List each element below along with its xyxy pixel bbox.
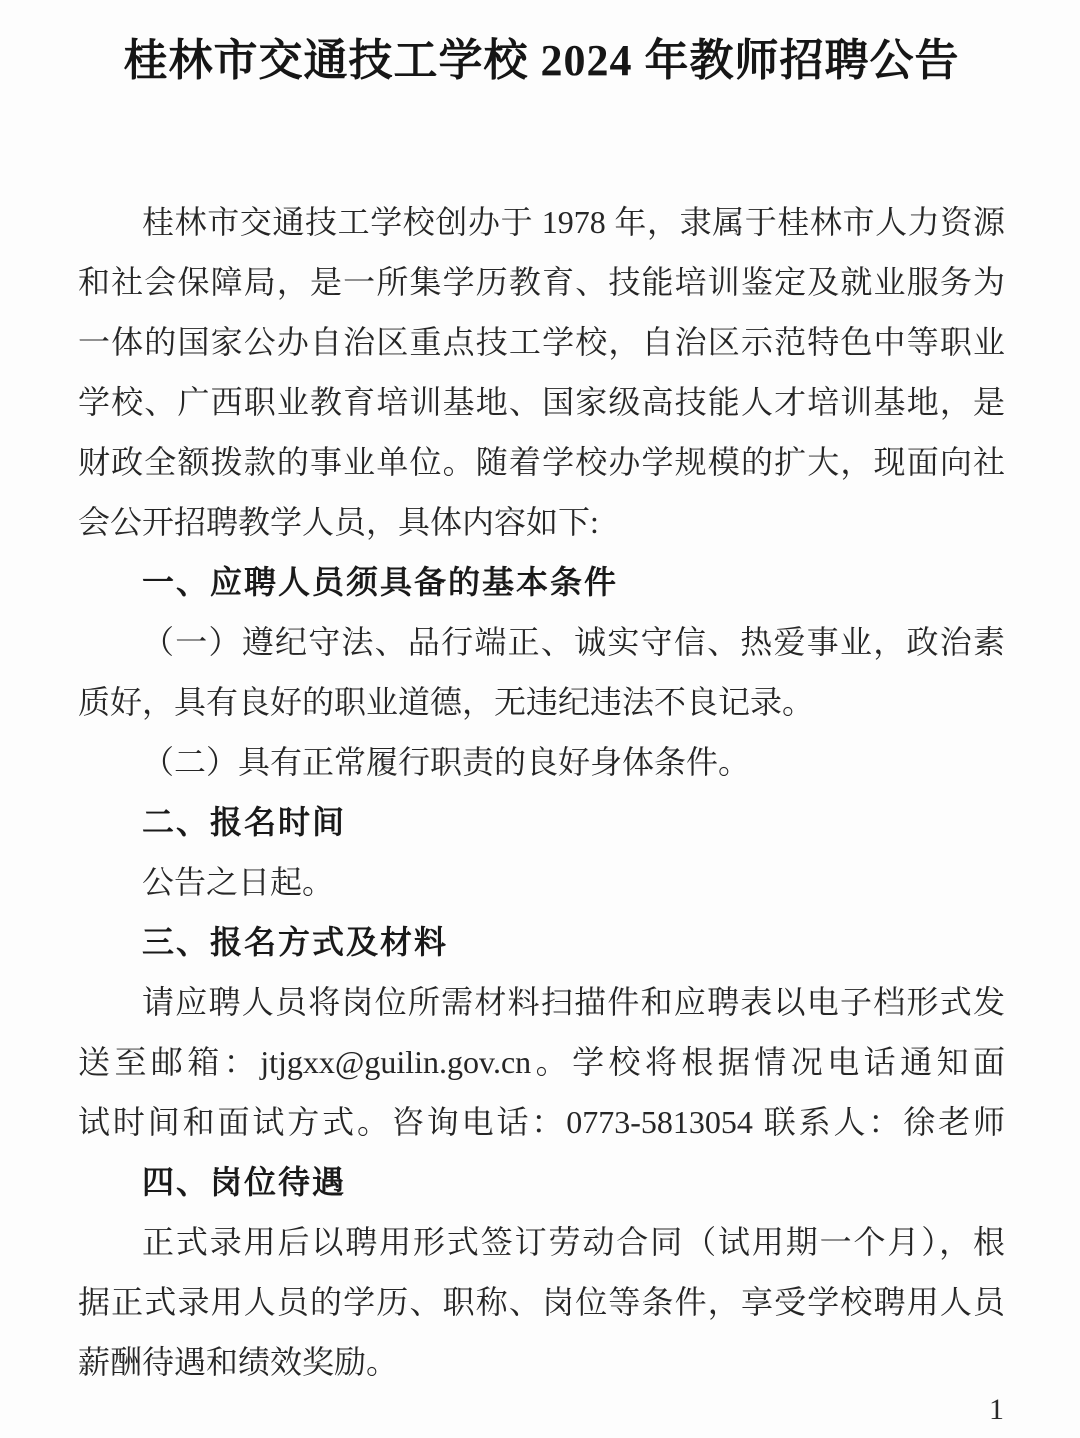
section-heading-2: 二、报名时间 [142,804,347,840]
section-heading-4: 四、岗位待遇 [142,1164,347,1200]
paragraph-intro-line-4: 学校、广西职业教育培训基地、国家级高技能人才培训基地，是 [78,384,1005,420]
paragraph-intro-line-6: 会公开招聘教学人员，具体内容如下: [78,504,599,540]
paragraph-intro-line-2: 和社会保障局，是一所集学历教育、技能培训鉴定及就业服务为 [78,264,1005,300]
page-number: 1 [989,1393,1004,1426]
section-3-line-1: 请应聘人员将岗位所需材料扫描件和应聘表以电子档形式发 [142,984,1005,1020]
section-4-line-3: 薪酬待遇和绩效奖励。 [78,1344,399,1380]
document-title: 桂林市交通技工学校 2024 年教师招聘公告 [123,36,960,85]
paragraph-intro-line-5: 财政全额拨款的事业单位。随着学校办学规模的扩大，现面向社 [78,444,1005,480]
item-2-line-1: （二）具有正常履行职责的良好身体条件。 [142,744,751,780]
section-4-line-1: 正式录用后以聘用形式签订劳动合同（试用期一个月），根 [142,1224,1005,1260]
section-4-line-2: 据正式录用人员的学历、职称、岗位等条件，享受学校聘用人员 [78,1284,1005,1320]
section-3-line-2-email: 送至邮箱：jtjgxx@guilin.gov.cn。学校将根据情况电话通知面 [78,1044,1005,1080]
section-3-line-3-phone: 试时间和面试方式。咨询电话：0773-5813054 联系人：徐老师 [78,1104,1005,1140]
item-1-line-1: （一）遵纪守法、品行端正、诚实守信、热爱事业，政治素 [142,624,1005,660]
item-1-line-2: 质好，具有良好的职业道德，无违纪违法不良记录。 [78,684,815,720]
document-body [78,192,1005,1392]
section-heading-1: 一、应聘人员须具备的基本条件 [142,564,619,600]
section-heading-3: 三、报名方式及材料 [142,924,449,960]
section-2-body: 公告之日起。 [142,864,335,900]
paragraph-intro-line-3: 一体的国家公办自治区重点技工学校，自治区示范特色中等职业 [78,324,1005,360]
paragraph-intro-line-1: 桂林市交通技工学校创办于 1978 年，隶属于桂林市人力资源 [142,204,1005,240]
